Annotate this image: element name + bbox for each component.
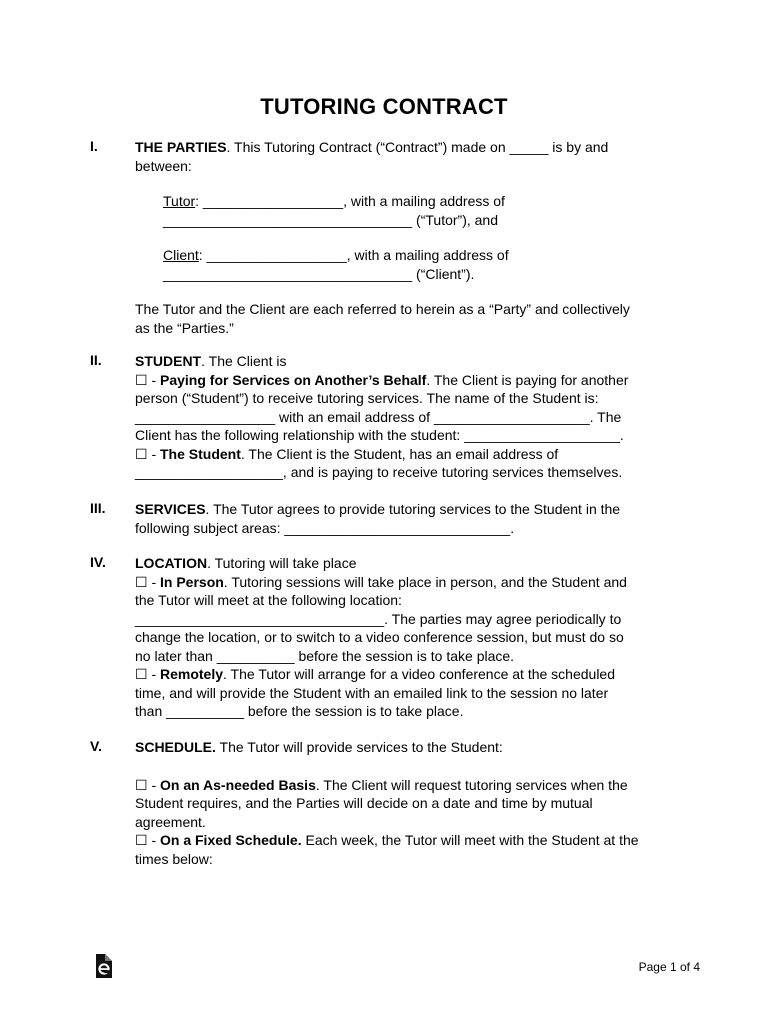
section-text: following subject areas: _____________________________. <box>135 519 515 536</box>
checkbox-icon[interactable]: ☐ - <box>135 776 160 793</box>
section-text: The Tutor will provide services to the Student: <box>215 739 503 755</box>
checkbox-icon[interactable]: ☐ - <box>135 666 160 682</box>
checkbox-icon[interactable]: ☐ - <box>135 832 160 848</box>
option-text: __________________ with an email address of ____________________. The <box>135 408 622 425</box>
client-text: ________________________________ (“Client”). <box>163 265 475 282</box>
parties-collective-text: as the “Parties.” <box>135 319 234 336</box>
section-heading: THE PARTIES <box>135 139 227 155</box>
checkbox-icon[interactable]: ☐ - <box>135 445 160 462</box>
section-heading: LOCATION <box>135 555 208 571</box>
option-text: than __________ before the session is to take place. <box>135 703 464 719</box>
option-text: the Tutor will meet at the following location: <box>135 592 402 608</box>
checkbox-icon[interactable]: ☐ - <box>135 371 160 388</box>
tutor-label: Tutor <box>163 193 196 209</box>
option-text: . The Client is paying for another <box>426 371 629 388</box>
section-services <box>90 500 690 537</box>
option-text: . The Client is the Student, has an email address of <box>240 445 559 462</box>
section-text: . This Tutoring Contract (“Contract”) made on _____ is by and <box>226 139 609 155</box>
option-heading: The Student <box>160 445 241 462</box>
eforms-logo-icon <box>94 953 114 979</box>
option-heading: On a Fixed Schedule. <box>160 832 302 848</box>
document-title: TUTORING CONTRACT <box>260 94 508 119</box>
option-text: ________________________________. The parties may agree periodically to <box>135 610 622 627</box>
section-location <box>90 554 690 721</box>
tutor-text: ________________________________ (“Tutor”), and <box>163 211 498 228</box>
option-text: . The Client will request tutoring services when the <box>315 776 628 793</box>
option-text: change the location, or to switch to a video conference session, but must do so <box>135 629 624 645</box>
option-text: Client has the following relationship with the student: ____________________. <box>135 427 624 443</box>
parties-collective-text: The Tutor and the Client are each referred to herein as a “Party” and collectively <box>135 301 630 317</box>
option-text: person (“Student”) to receive tutoring services. The name of the Student is: <box>135 390 599 406</box>
section-text: between: <box>135 157 192 174</box>
section-text: . Tutoring will take place <box>207 555 357 571</box>
section-text: . The Tutor agrees to provide tutoring services to the Student in the <box>205 501 621 517</box>
section-number: III. <box>90 500 106 516</box>
option-text: no later than __________ before the session is to take place. <box>135 647 515 664</box>
section-student <box>90 352 690 482</box>
client-text: : __________________, with a mailing address of <box>198 247 509 263</box>
section-schedule <box>90 738 690 868</box>
page-number: Page 1 of 4 <box>638 960 700 974</box>
section-text: . The Client is <box>201 353 287 369</box>
option-heading: Remotely <box>160 666 224 682</box>
section-heading: STUDENT <box>135 353 202 369</box>
option-text: agreement. <box>135 813 206 830</box>
option-text: time, and will provide the Student with an emailed link to the session no later <box>135 684 609 701</box>
option-text: times below: <box>135 850 213 867</box>
checkbox-icon[interactable]: ☐ - <box>135 573 160 590</box>
section-number: I. <box>90 138 98 154</box>
option-heading: In Person <box>160 573 224 590</box>
option-heading: Paying for Services on Another’s Behalf <box>160 371 427 388</box>
option-text: . Tutoring sessions will take place in person, and the Student and <box>223 573 627 590</box>
option-text: Student requires, and the Parties will decide on a date and time by mutual <box>135 795 593 811</box>
option-text: . The Tutor will arrange for a video conference at the scheduled <box>223 666 616 682</box>
option-text: ___________________, and is paying to receive tutoring services themselves. <box>135 464 623 480</box>
section-number: IV. <box>90 554 106 570</box>
option-heading: On an As-needed Basis <box>160 776 316 793</box>
section-heading: SERVICES <box>135 501 206 517</box>
option-text: Each week, the Tutor will meet with the Student at the <box>301 832 639 848</box>
section-parties <box>90 138 690 337</box>
section-number: V. <box>90 738 102 754</box>
tutor-text: : __________________, with a mailing address of <box>195 193 505 209</box>
section-number: II. <box>90 352 102 368</box>
section-heading: SCHEDULE. <box>135 739 216 755</box>
client-label: Client <box>163 247 199 263</box>
